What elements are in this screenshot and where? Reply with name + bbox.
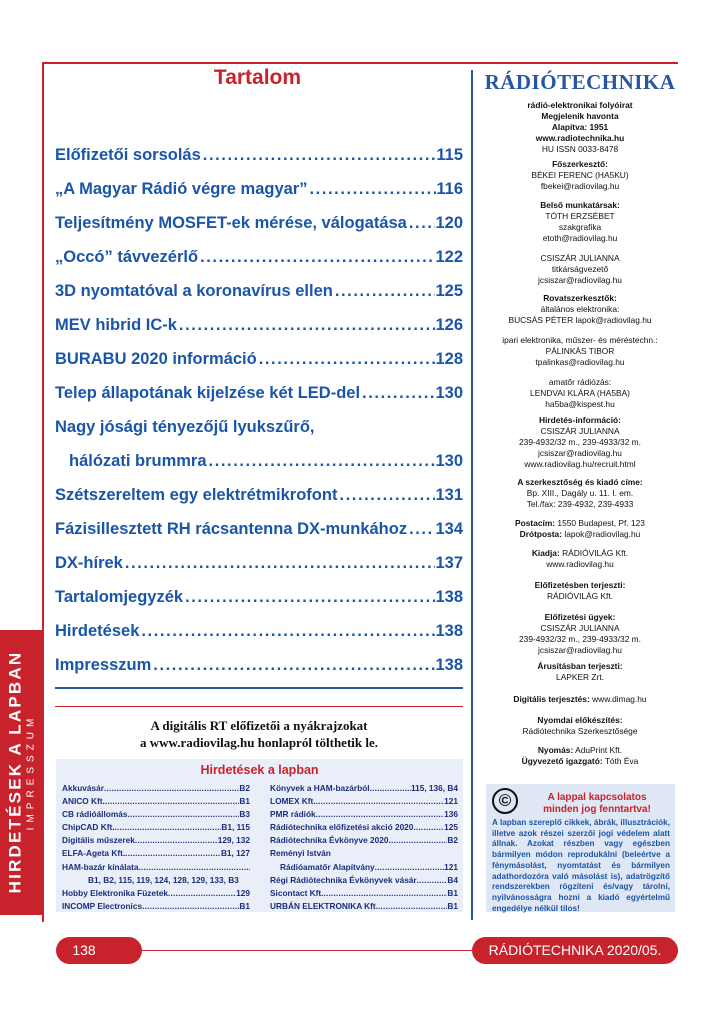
ad-entry-name: Rádiótechnika előfizetési akció 2020: [270, 822, 414, 833]
toc-entry-page: 120: [435, 214, 463, 232]
column-editors-title: Rovatszerkesztők:: [543, 293, 617, 303]
ad-entry-name: Könyvek a HAM-bazárból: [270, 783, 370, 793]
editor-title: Főszerkesztő:: [552, 159, 608, 169]
staff-block: [482, 200, 678, 286]
toc-leader-dots: [307, 180, 436, 199]
ad-entry-page: B1: [447, 900, 458, 911]
printer-name: AduPrint Kft.: [575, 745, 623, 755]
toc-entry: [55, 622, 463, 656]
ad-entry-page: 129: [236, 887, 250, 898]
ad-entry-page: 121: [444, 796, 458, 807]
ads-column-left: [62, 782, 250, 913]
subscription-line: CSISZÁR JULIANNA: [540, 623, 620, 633]
toc-entry: [55, 350, 463, 384]
ad-entry: [62, 834, 250, 847]
ad-entry: [270, 861, 458, 874]
toc-entry: [55, 656, 463, 690]
copyright-icon: ©: [492, 788, 518, 814]
toc-leader-dots: [333, 282, 436, 301]
subscription-dist-title: Előfizetésben terjeszti:: [534, 580, 626, 590]
ad-entry: [270, 874, 458, 887]
ad-entry-name: Reményi István: [270, 848, 331, 859]
magazine-logo: RÁDIÓTECHNIKA: [484, 70, 676, 94]
table-of-contents: [55, 146, 463, 690]
publisher-block: [482, 548, 678, 570]
print-label: Nyomás:: [537, 745, 574, 755]
toc-leader-dots: [360, 384, 435, 403]
ad-entry-name: B1, B2, 115, 119, 124, 128, 129, 133, B3: [88, 874, 239, 885]
ad-leader-dots: [378, 900, 447, 913]
ad-leader-dots: [413, 821, 444, 834]
subscription-dist-block: [482, 580, 678, 602]
ad-leader-dots: [142, 900, 239, 913]
ad-entry-name: URBÁN ELEKTRONIKA Kft.: [270, 900, 379, 911]
ad-leader-dots: [104, 782, 239, 795]
toc-leader-dots: [198, 248, 435, 267]
ad-entry-name: INCOMP Electronics: [62, 900, 143, 911]
ad-info-line: jcsiszar@radiovilag.hu: [538, 448, 622, 458]
retail-title: Árusításban terjeszti:: [537, 661, 623, 671]
toc-title: Tartalom: [213, 66, 302, 89]
subscription-dist-name: RÁDIÓVILÁG Kft.: [546, 591, 614, 601]
office-line: Bp. XIII., Dagály u. 11. I. em.: [526, 488, 634, 498]
toc-leader-dots: [207, 452, 436, 471]
ad-entry-page: B2: [447, 835, 458, 846]
publisher-web: www.radiovilag.hu: [546, 559, 614, 569]
toc-entry: [55, 316, 463, 350]
toc-leader-dots: [151, 656, 435, 675]
ceo-name: Tóth Éva: [604, 756, 639, 766]
ad-leader-dots: [139, 861, 250, 874]
ad-entry-name: ChipCAD Kft.: [62, 822, 115, 833]
ad-leader-dots: [127, 808, 239, 821]
ad-entry: [270, 847, 458, 860]
ad-entry-page: B1: [239, 900, 250, 911]
column-editor-line: ha5ba@kispest.hu: [545, 399, 615, 409]
toc-entry-page: 126: [435, 316, 463, 334]
column-editor-line: tpalinkas@radiovilag.hu: [535, 357, 625, 367]
ad-entry-page: B1: [239, 796, 250, 807]
toc-entry-page: 128: [435, 350, 463, 368]
copyright-heading: [524, 792, 670, 816]
top-rule: [42, 62, 678, 64]
ad-leader-dots: [375, 861, 444, 874]
retail-block: [482, 661, 678, 683]
ad-entry-page: 125: [444, 822, 458, 833]
publisher-name: RÁDIÓVILÁG Kft.: [562, 548, 629, 558]
copyright-text: A lapban szereplő cikkek, ábrák, illusztrációk, illetve azok részei szerzői jogi védelem alatt állnak. Azokat részben vagy egészben bármilyen módon reprodukálni (beleértve a fénymásolást, nyomtatást és bármilyen adathordozóra való másolást is), adatrögzítő rendszerekben rögzíteni és/vagy tárolni, nyilvánosságra hozni a kiadó egyértelmű engedélye nélkül tilos!: [492, 818, 670, 913]
ads-title: Hirdetések a lapban: [200, 763, 319, 777]
toc-entry-title: Tartalomjegyzék: [55, 588, 184, 606]
office-line: Tel./fax: 239-4932, 239-4933: [526, 499, 634, 509]
ad-entry-name: Régi Rádiótechnika Évkönyvek vásár: [270, 874, 417, 885]
ad-leader-dots: [115, 821, 222, 834]
toc-leader-dots: [139, 622, 435, 641]
staff-line: TÓTH ERZSÉBET: [545, 211, 615, 221]
toc-entry: [55, 588, 463, 622]
footer-rule: [142, 950, 472, 951]
ad-entry: [270, 821, 458, 834]
ad-leader-dots: [389, 834, 448, 847]
subscription-title: Előfizetési ügyek:: [544, 612, 616, 622]
toc-entry-page: 137: [435, 554, 463, 572]
toc-entry-title: Nagy jósági tényezőjű lyukszűrő,: [55, 418, 315, 436]
toc-entry-page: 116: [436, 180, 463, 198]
toc-entry-page: 115: [436, 146, 463, 164]
column-editor-line: amatőr rádiózás:: [548, 377, 612, 387]
ad-entry-page: 129, 132: [217, 835, 250, 846]
ad-leader-dots: [370, 782, 411, 795]
side-label-impressum: IMPRESSZUM: [25, 713, 37, 831]
ceo-label: Ügyvezető igazgató:: [521, 756, 603, 766]
ad-info-line: CSISZÁR JULIANNA: [540, 426, 620, 436]
ad-entry-page: B1, 127: [220, 848, 250, 859]
ad-leader-dots: [417, 874, 448, 887]
note-top-rule: [55, 706, 463, 707]
ad-entry-name: PMR rádiók: [270, 809, 316, 820]
ad-entry-name: Rádióamatőr Alapítvány: [280, 861, 375, 872]
toc-entry: [55, 384, 463, 418]
page-number-badge: [56, 937, 142, 964]
page-number: 138: [72, 942, 96, 958]
ad-entry: [62, 887, 250, 900]
ad-leader-dots: [323, 887, 447, 900]
impressum-intro: [482, 100, 678, 155]
toc-leader-dots: [177, 316, 436, 335]
ad-entry: [62, 808, 250, 821]
ad-entry-page: B1: [447, 887, 458, 898]
toc-entry-page: 130: [435, 384, 463, 402]
toc-entry-title: MEV hibrid IC-k: [55, 316, 177, 334]
ad-entry-name: ANICO Kft.: [62, 796, 105, 807]
staff-line: jcsiszar@radiovilag.hu: [538, 275, 622, 285]
staff-title: Belső munkatársak:: [540, 200, 620, 210]
toc-entry-page: 138: [435, 588, 463, 606]
postal-address: 1550 Budapest, Pf. 123: [557, 518, 645, 528]
digital-url: www.dimag.hu: [592, 694, 647, 704]
ad-entry-name: Hobby Elektronika Füzetek: [62, 887, 169, 898]
office-block: [482, 477, 678, 510]
digital-subscriber-note: [55, 717, 463, 751]
ad-entry-name: Digitális műszerek: [62, 835, 135, 846]
toc-leader-dots: [337, 486, 435, 505]
column-editor-line: általános elektronika:: [540, 304, 620, 314]
toc-entry-page: 130: [435, 452, 463, 470]
staff-line: titkárságvezető: [551, 264, 609, 274]
office-title: A szerkesztőség és kiadó címe:: [517, 477, 643, 487]
ad-entry: [62, 874, 250, 887]
toc-entry-title: Hirdetések: [55, 622, 140, 640]
toc-entry-page: 122: [435, 248, 463, 266]
column-editor-line: PÁLINKÁS TIBOR: [545, 346, 615, 356]
note-line-2: a www.radiovilag.hu honlapról tölthetik le.: [140, 735, 378, 750]
toc-leader-dots: [407, 214, 436, 233]
intro-line: rádió-elektronikai folyóirat: [527, 100, 633, 110]
ad-leader-dots: [105, 795, 240, 808]
ad-entry-page: 121: [444, 861, 458, 872]
copyright-heading-line: minden jog fenntartva!: [543, 804, 651, 815]
toc-entry: [55, 452, 463, 486]
ad-entry-name: LOMEX Kft.: [270, 796, 316, 807]
ad-info-line: www.radiovilag.hu/recruit.html: [524, 459, 636, 469]
email-address: lapok@radiovilag.hu: [564, 529, 641, 539]
ad-entry: [270, 808, 458, 821]
ad-entry-name: Sicontact Kft.: [270, 887, 324, 898]
ad-info-title: Hirdetés-információ:: [539, 415, 621, 425]
prepress-title: Nyomdai előkészítés:: [537, 715, 623, 725]
toc-bottom-rule: [55, 687, 463, 689]
toc-entry-title: BURABU 2020 információ: [55, 350, 257, 368]
column-editor-line: BUCSÁS PÉTER lapok@radiovilag.hu: [508, 315, 652, 325]
toc-entry: [55, 418, 463, 452]
postal-label: Postacím:: [515, 518, 556, 528]
intro-line: Alapítva: 1951: [551, 122, 609, 132]
column-editor-line: ipari elektronika, műszer- és méréstechn.:: [502, 335, 658, 345]
copyright-heading-line: A lappal kapcsolatos: [547, 792, 647, 803]
postal-block: [482, 518, 678, 540]
subscription-block: [482, 612, 678, 656]
toc-leader-dots: [257, 350, 436, 369]
toc-entry-title: Teljesítmény MOSFET-ek mérése, válogatása: [55, 214, 407, 232]
toc-entry-title: Fázisillesztett RH rácsantenna DX-munkához: [55, 520, 408, 538]
toc-entry-page: 138: [435, 622, 463, 640]
ad-entry-page: B4: [447, 874, 458, 885]
staff-line: szakgrafika: [558, 222, 602, 232]
side-section-label: [6, 651, 39, 894]
ad-entry-name: CB rádióállomás: [62, 809, 128, 820]
staff-line: CSISZÁR JULIANNA: [540, 253, 620, 263]
toc-leader-dots: [123, 554, 436, 573]
toc-entry: [55, 486, 463, 520]
toc-entry: [55, 180, 463, 214]
issue-label: RÁDIÓTECHNIKA 2020/05.: [488, 942, 662, 958]
toc-entry-title: hálózati brummra: [69, 452, 207, 470]
toc-entry-title: DX-hírek: [55, 554, 123, 572]
editor-email: fbekei@radiovilag.hu: [540, 181, 620, 191]
ad-leader-dots: [135, 834, 218, 847]
ad-entry: [270, 834, 458, 847]
column-divider: [471, 70, 473, 920]
toc-entry: [55, 520, 463, 554]
ad-entry: [270, 887, 458, 900]
toc-entry-title: Szétszereltem egy elektrétmikrofont: [55, 486, 338, 504]
toc-entry: [55, 248, 463, 282]
subscription-line: jcsiszar@radiovilag.hu: [538, 645, 622, 655]
toc-entry: [55, 146, 463, 180]
toc-entry-page: 138: [435, 656, 463, 674]
toc-entry-title: 3D nyomtatóval a koronavírus ellen: [55, 282, 333, 300]
ad-entry-page: B2: [239, 783, 250, 793]
prepress-block: [482, 715, 678, 737]
toc-leader-dots: [201, 146, 437, 165]
toc-entry-title: Előfizetői sorsolás: [55, 146, 201, 164]
side-label-ads: HIRDETÉSEK A LAPBAN: [5, 650, 25, 894]
ad-entry: [62, 847, 250, 860]
editor-name: BÉKEI FERENC (HA5KU): [531, 170, 629, 180]
digital-block: [482, 694, 678, 705]
toc-entry-page: 125: [435, 282, 463, 300]
email-label: Drótposta:: [519, 529, 562, 539]
toc-entry: [55, 214, 463, 248]
print-block: [482, 745, 678, 767]
ad-entry-name: Akkuvásár: [62, 783, 104, 793]
ad-leader-dots: [125, 847, 221, 860]
ad-entry: [62, 900, 250, 913]
ad-info-block: [482, 415, 678, 470]
ad-entry-page: B3: [239, 809, 250, 820]
toc-entry: [55, 282, 463, 316]
toc-entry-page: 134: [435, 520, 463, 538]
ad-entry: [270, 782, 458, 795]
ad-entry-page: 115, 136, B4: [410, 783, 458, 793]
note-line-1: A digitális RT előfizetői a nyákrajzokat: [150, 718, 368, 733]
ad-entry: [62, 821, 250, 834]
column-editors-block: [482, 293, 678, 410]
retail-name: LAPKER Zrt.: [556, 672, 604, 682]
toc-entry: [55, 554, 463, 588]
prepress-name: Rádiótechnika Szerkesztősége: [522, 726, 638, 736]
toc-leader-dots: [183, 588, 435, 607]
ad-entry-name: Rádiótechnika Évkönyve 2020: [270, 835, 389, 846]
editor-block: [482, 159, 678, 192]
digital-label: Digitális terjesztés:: [513, 694, 590, 704]
ad-entry: [62, 782, 250, 795]
toc-entry-title: „A Magyar Rádió végre magyar”: [55, 180, 308, 198]
intro-line: HU ISSN 0033-8478: [541, 144, 619, 154]
ad-entry: [62, 861, 250, 874]
ads-column-right: [270, 782, 458, 913]
ad-entry: [270, 900, 458, 913]
subscription-line: 239-4932/32 m., 239-4933/32 m.: [519, 634, 641, 644]
intro-line: www.radiotechnika.hu: [535, 133, 625, 143]
toc-entry-title: „Occó” távvezérlő: [55, 248, 199, 266]
publisher-label: Kiadja:: [531, 548, 560, 558]
issue-badge: [472, 937, 678, 964]
ad-entry: [62, 795, 250, 808]
toc-entry-page: 131: [435, 486, 463, 504]
ad-entry-page: B1, 115: [221, 822, 250, 833]
ad-entry-page: 136: [444, 809, 458, 820]
ad-leader-dots: [168, 887, 236, 900]
ad-entry: [270, 795, 458, 808]
toc-leader-dots: [407, 520, 435, 539]
toc-entry-title: Telep állapotának kijelzése két LED-del: [55, 384, 361, 402]
column-editor-line: LENDVAI KLÁRA (HA5BA): [530, 388, 630, 398]
ad-entry-name: ELFA-Ageta Kft.: [62, 848, 126, 859]
ad-entry-name: HAM-bazár kínálata: [62, 861, 139, 872]
toc-entry-title: Impresszum: [55, 656, 152, 674]
ad-leader-dots: [316, 808, 445, 821]
intro-line: Megjelenik havonta: [541, 111, 619, 121]
ad-info-line: 239-4932/32 m., 239-4933/32 m.: [519, 437, 641, 447]
ad-leader-dots: [316, 795, 445, 808]
staff-line: etoth@radiovilag.hu: [542, 233, 618, 243]
